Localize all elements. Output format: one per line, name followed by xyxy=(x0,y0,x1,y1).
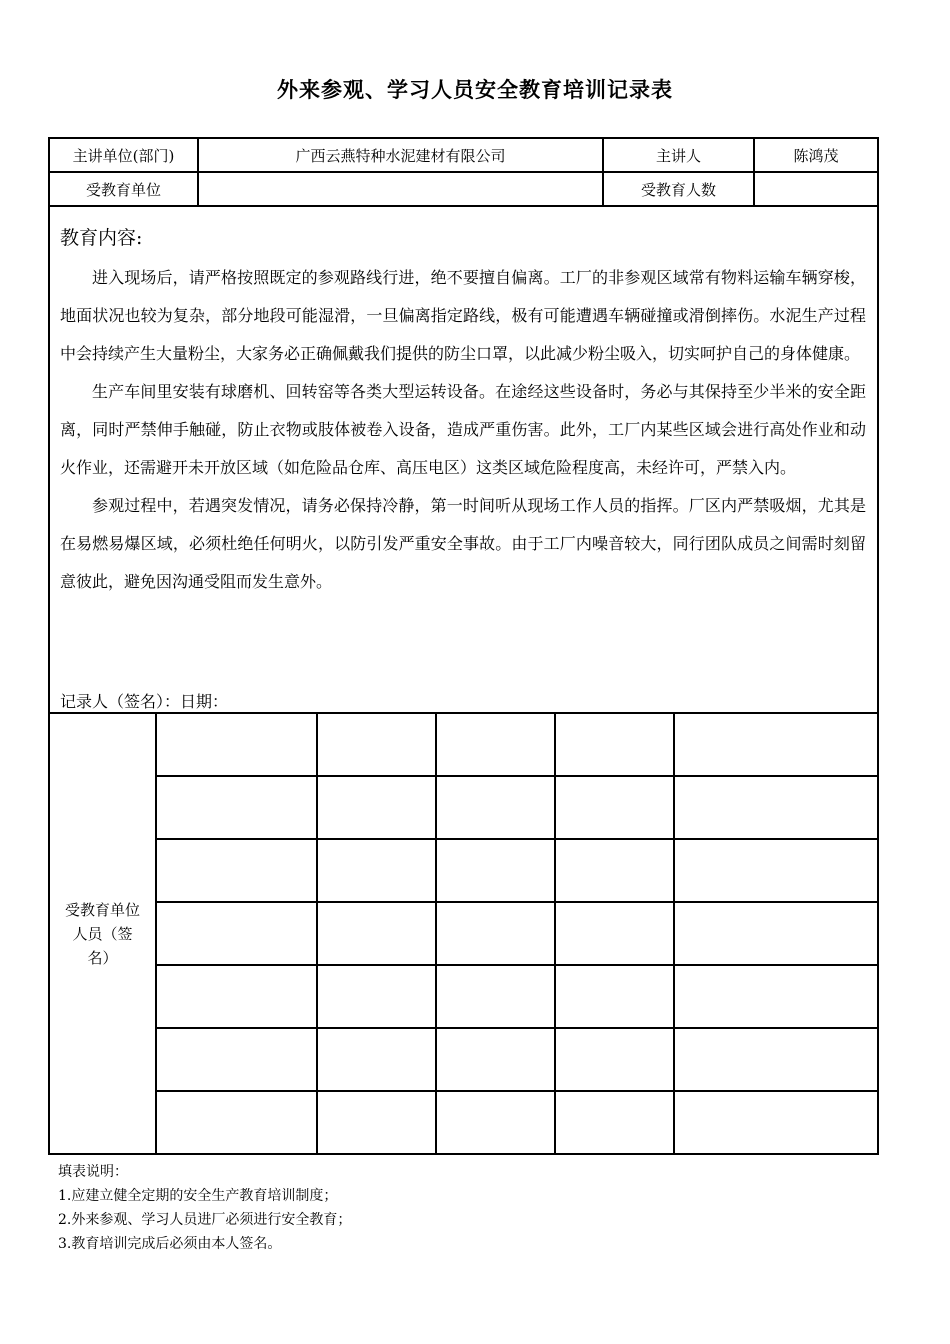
sig-label-line-1: 受教育单位 xyxy=(64,900,140,919)
notes-heading: 填表说明： xyxy=(58,1164,128,1180)
trainee-unit-value[interactable] xyxy=(198,172,603,206)
trainee-unit-label: 受教育单位 xyxy=(49,172,198,206)
signature-cell[interactable] xyxy=(555,965,674,1028)
signature-cell[interactable] xyxy=(156,713,317,776)
education-content-body xyxy=(60,259,866,601)
sig-label-line-2: 人员（签 xyxy=(72,924,133,943)
signature-cell[interactable] xyxy=(317,1091,436,1154)
sig-label-line-3: 名） xyxy=(87,948,118,967)
page-title: 外来参观、学习人员安全教育培训记录表 xyxy=(277,77,673,102)
signature-cell[interactable] xyxy=(156,1091,317,1154)
signature-cell[interactable] xyxy=(436,1091,555,1154)
signature-cell[interactable] xyxy=(674,713,878,776)
note-item-3: 3.教育培训完成后必须由本人签名。 xyxy=(58,1236,282,1252)
signature-cell[interactable] xyxy=(317,839,436,902)
signature-cell[interactable] xyxy=(674,1028,878,1091)
lecturer-label: 主讲人 xyxy=(603,138,754,172)
education-content-heading: 教育内容: xyxy=(60,227,143,249)
signature-cell[interactable] xyxy=(436,776,555,839)
trainee-signature-label xyxy=(49,713,156,1154)
signature-cell[interactable] xyxy=(674,839,878,902)
signature-cell[interactable] xyxy=(555,1028,674,1091)
content-paragraph-1: 进入现场后，请严格按照既定的参观路线行进，绝不要擅自偏离。工厂的非参观区域常有物料运输车辆穿梭，地面状况也较为复杂，部分地段可能湿滑，一旦偏离指定路线，极有可能遭遇车辆碰撞或滑倒摔伤。水泥生产过程中会持续产生大量粉尘，大家务必正确佩戴我们提供的防尘口罩，以此减少粉尘吸入，切实呵护自己的身体健康。 xyxy=(60,268,866,363)
content-paragraph-2: 生产车间里安装有球磨机、回转窑等各类大型运转设备。在途经这些设备时，务必与其保持至少半米的安全距离，同时严禁伸手触碰，防止衣物或肢体被卷入设备，造成严重伤害。此外，工厂内某些区域会进行高处作业和动火作业，还需避开未开放区域（如危险品仓库、高压电区）这类区域危险程度高，未经许可，严禁入内。 xyxy=(60,382,866,477)
note-item-1: 1.应建立健全定期的安全生产教育培训制度； xyxy=(58,1188,338,1204)
signature-cell[interactable] xyxy=(156,965,317,1028)
education-content-cell xyxy=(49,206,878,713)
note-item-2: 2.外来参观、学习人员进厂必须进行安全教育； xyxy=(58,1212,352,1228)
signature-cell[interactable] xyxy=(156,839,317,902)
trainee-count-label: 受教育人数 xyxy=(603,172,754,206)
lecturer-unit-value[interactable]: 广西云燕特种水泥建材有限公司 xyxy=(198,138,603,172)
trainee-count-value[interactable] xyxy=(754,172,878,206)
signature-cell[interactable] xyxy=(436,965,555,1028)
signature-cell[interactable] xyxy=(674,776,878,839)
signature-cell[interactable] xyxy=(674,965,878,1028)
signature-cell[interactable] xyxy=(317,776,436,839)
signature-cell[interactable] xyxy=(674,1091,878,1154)
signature-cell[interactable] xyxy=(436,839,555,902)
signature-cell[interactable] xyxy=(317,1028,436,1091)
signature-cell[interactable] xyxy=(555,713,674,776)
signature-cell[interactable] xyxy=(317,902,436,965)
content-paragraph-3: 参观过程中，若遇突发情况，请务必保持冷静，第一时间听从现场工作人员的指挥。厂区内严禁吸烟，尤其是在易燃易爆区域，必须杜绝任何明火，以防引发严重安全事故。由于工厂内噪音较大，同行团队成员之间需时刻留意彼此，避免因沟通受阻而发生意外。 xyxy=(60,496,866,591)
signature-cell[interactable] xyxy=(156,776,317,839)
signature-cell[interactable] xyxy=(317,713,436,776)
signature-cell[interactable] xyxy=(436,713,555,776)
recorder-signature-date: 记录人（签名）：日期： xyxy=(60,692,229,711)
lecturer-value[interactable]: 陈鸿茂 xyxy=(754,138,878,172)
lecturer-unit-label: 主讲单位(部门) xyxy=(49,138,198,172)
signature-cell[interactable] xyxy=(317,965,436,1028)
form-notes xyxy=(58,1160,351,1256)
signature-cell[interactable] xyxy=(436,902,555,965)
signature-cell[interactable] xyxy=(555,776,674,839)
signature-cell[interactable] xyxy=(156,902,317,965)
signature-cell[interactable] xyxy=(156,1028,317,1091)
signature-cell[interactable] xyxy=(674,902,878,965)
signature-cell[interactable] xyxy=(555,839,674,902)
training-record-table xyxy=(48,137,879,1155)
signature-cell[interactable] xyxy=(555,1091,674,1154)
signature-cell[interactable] xyxy=(555,902,674,965)
signature-cell[interactable] xyxy=(436,1028,555,1091)
